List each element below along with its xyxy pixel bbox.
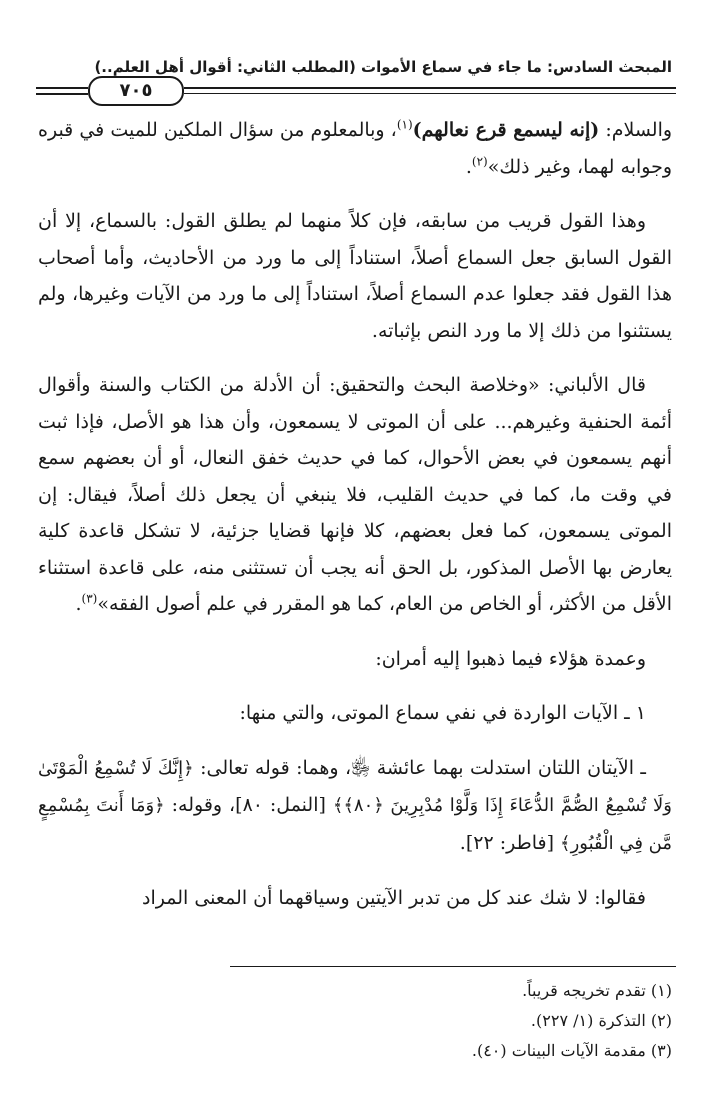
footnote-number: (١) [650,981,672,1000]
paragraph-5: ١ ـ الآيات الواردة في نفي سماع الموتى، والتي منها: [239,702,646,724]
running-title: المبحث السادس: ما جاء في سماع الأموات (المطلب الثاني: أقوال أهل العلم..) [94,58,672,76]
paragraph-7: فقالوا: لا شك عند كل من تدبر الآيتين وسياقهما أن المعنى المراد [142,887,646,909]
text-run: والسلام: [599,119,673,141]
paragraph-1 [38,112,672,185]
footnote-separator [230,966,676,967]
rule-left-top [36,87,88,89]
footnote-text: مقدمة الآيات البينات (٤٠). [471,1041,646,1060]
text-run: ـ الآيتان اللتان استدلت بهما عائشة ﵂، وهما: قوله تعالى: [193,756,646,779]
quran-verse-2: ﴿وَمَا أَنتَ بِمُسْمِعٍ مَّن فِي الْقُبُورِ﴾ [38,795,672,854]
footnote-ref-1: (١) [396,117,413,132]
footnote-text: التذكرة (١/ ٢٢٧). [530,1011,646,1030]
verse-reference-1: [النمل: ٨٠]، وقوله: [164,794,333,816]
header-rule [36,76,676,104]
paragraph-2: وهذا القول قريب من سابقه، فإن كلاً منهما لم يطلق القول: بالسماع، إلا أن القول السابق جعل السماع أصلاً، استناداً إلى ما ورد من الأحاديث، وأما أصحاب هذا القول فقد جعلوا عدم السماع أصلاً، استناداً إلى ما ورد من الآيات وغيرها، ولم يستثنوا من ذلك إلا ما ورد النص بإثباته. [38,210,672,342]
text-run: . [465,155,472,178]
footnote-2 [32,1006,672,1036]
text-run: ، وبالمعلوم من سؤال الملكين للميت في قبره وجوابه لهما، وغير ذلك» [38,119,672,178]
rule-right-bottom [184,93,676,94]
hadith-quote: (إنه ليسمع قرع نعالهم) [412,119,600,141]
page-number: ٧٠٥ [88,76,184,106]
footnote-number: (٣) [650,1041,672,1060]
paragraph-6 [38,750,672,863]
verse-reference-2: [فاطر: ٢٢]. [459,831,561,854]
footnotes [32,976,672,1066]
footnote-ref-2: (٢) [471,154,488,169]
footnote-3 [32,1036,672,1066]
rule-left-bottom [36,93,88,95]
paragraph-4: وعمدة هؤلاء فيما ذهبوا إليه أمران: [375,647,646,670]
footnote-number: (٢) [650,1011,672,1030]
footnote-1 [32,976,672,1006]
rule-right-top [184,87,676,89]
text-run: . [75,593,82,615]
footnote-ref-3: (٣) [81,591,98,606]
main-text [38,112,672,935]
footnote-text: تقدم تخريجه قريباً. [522,981,646,1000]
paragraph-3 [38,367,672,623]
text-run: قال الألباني: «وخلاصة البحث والتحقيق: أن الأدلة من الكتاب والسنة وأقوال أئمة الحنفية وغيرهم... على أن الموتى لا يسمعون، وأن هذا هو الأصل، فإذا ثبت أنهم يسمعون في بعض الأحوال، كما في حديث خفق النعال، أو أن بعضهم سمع في وقت ما، كما في حديث القليب، فلا ينبغي أن يجعل ذلك أصلاً، فيقال: إن الموتى يسمعون، كما فعل بعضهم، كلا فإنها قضايا جزئية، لا تشكل قاعدة كلية يعارض بها الأصل المذكور، بل الحق أنه يجب أن تستثنى منه، على قاعدة استثناء الأقل من الأكثر، أو الخاص من العام، كما هو المقرر في علم أصول الفقه» [38,374,672,615]
quran-verse-1: ﴿إِنَّكَ لَا تُسْمِعُ الْمَوْتَىٰ وَلَا تُسْمِعُ الصُّمَّ الدُّعَاءَ إِذَا وَلَّوْا مُدْبِرِينَ ﴿٨٠﴾﴾ [38,757,672,816]
